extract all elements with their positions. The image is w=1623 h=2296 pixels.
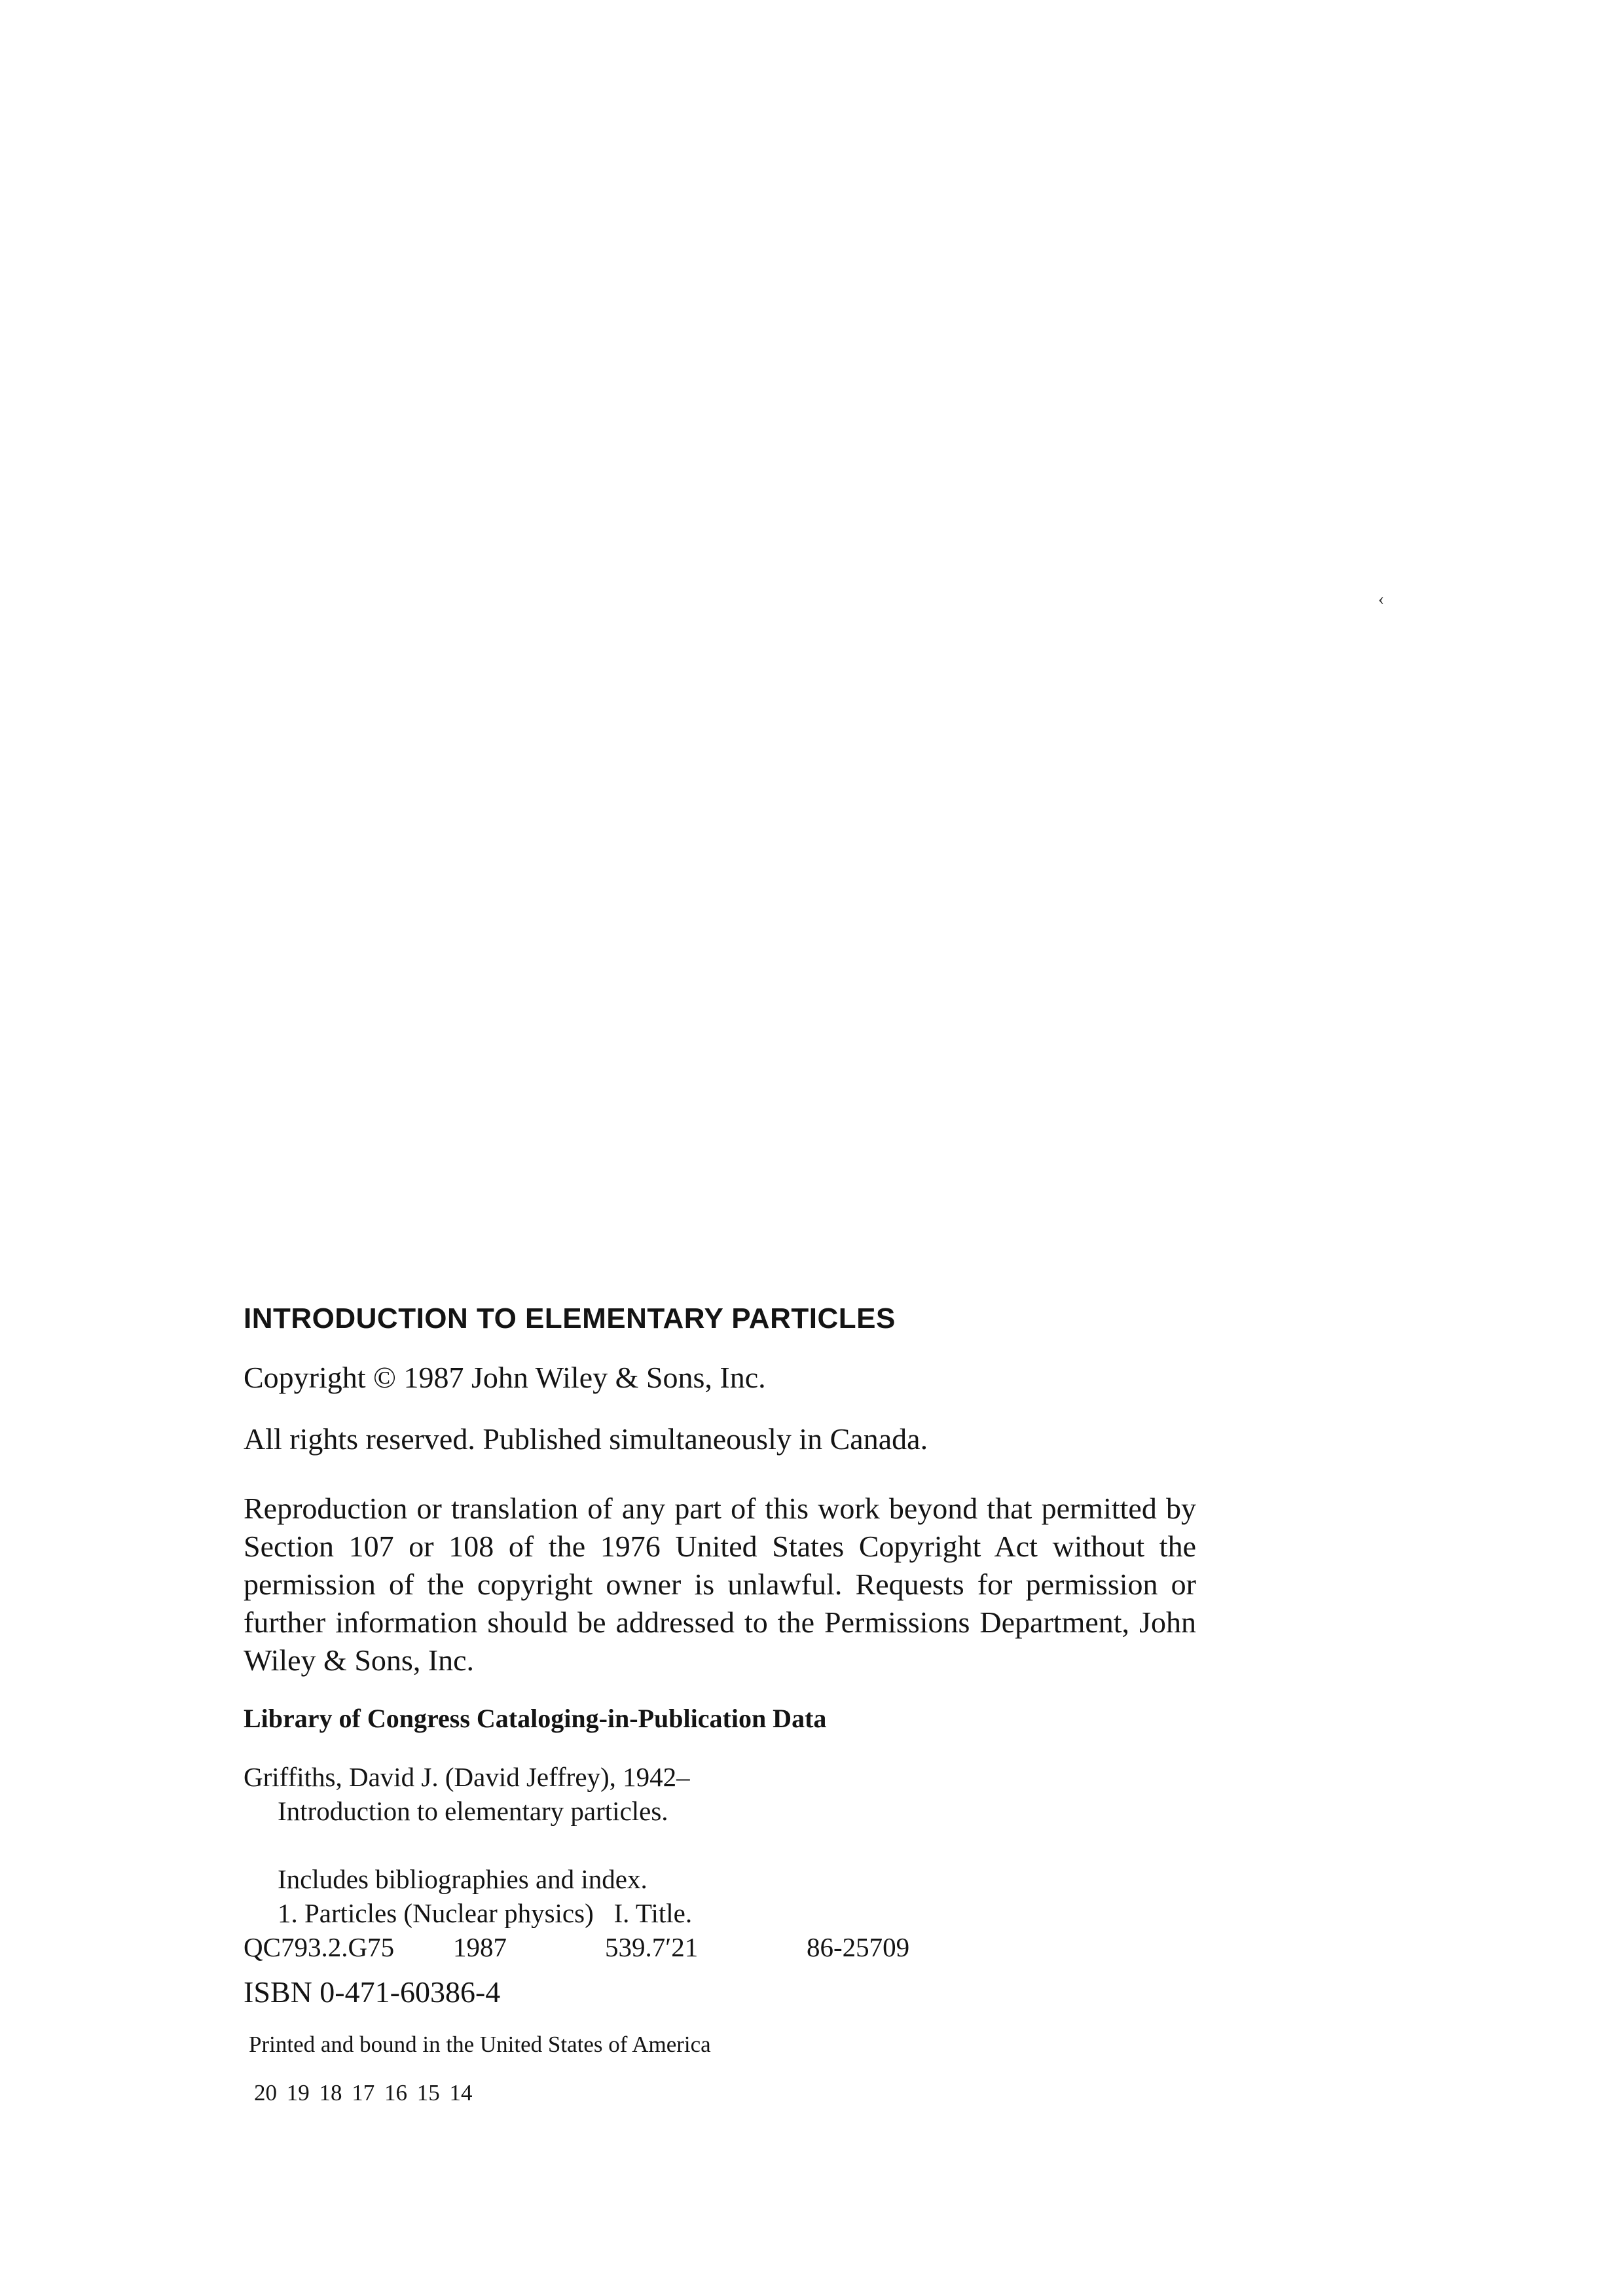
cip-year: 1987 bbox=[453, 1932, 507, 1962]
copyright-line: Copyright © 1987 John Wiley & Sons, Inc. bbox=[244, 1361, 766, 1394]
cip-lccn: 86-25709 bbox=[807, 1932, 910, 1962]
cip-includes: Includes bibliographies and index. bbox=[278, 1864, 647, 1894]
cip-heading: Library of Congress Cataloging-in-Publication Data bbox=[244, 1704, 827, 1733]
stray-mark: ‹ bbox=[1378, 589, 1385, 609]
cip-dewey: 539.7′21 bbox=[605, 1932, 699, 1962]
cip-record bbox=[244, 1760, 1199, 1964]
rights-line: All rights reserved. Published simultaneously in Canada. bbox=[244, 1422, 928, 1456]
cip-classification-row bbox=[244, 1930, 1199, 1964]
cip-call-number: QC793.2.G75 bbox=[244, 1932, 395, 1962]
cip-author: Griffiths, David J. (David Jeffrey), 1942– bbox=[244, 1762, 690, 1792]
cip-spacer bbox=[244, 1828, 1199, 1862]
print-line: 20 19 18 17 16 15 14 bbox=[254, 2080, 473, 2106]
cip-title: Introduction to elementary particles. bbox=[278, 1796, 668, 1826]
book-title: INTRODUCTION TO ELEMENTARY PARTICLES bbox=[244, 1302, 896, 1335]
copyright-block bbox=[244, 1302, 1199, 2106]
printed-in: Printed and bound in the United States of America bbox=[249, 2032, 711, 2057]
legal-notice: Reproduction or translation of any part of this work beyond that permitted by Section 107 or 108 of the 1976 United States Copyright Act without the permission of the copyright owner is unlawful. Requests for permission or further information should be addressed to the Permissions Department, John Wiley & Sons, Inc. bbox=[244, 1492, 1196, 1677]
cip-subjects: 1. Particles (Nuclear physics) I. Title. bbox=[278, 1898, 693, 1928]
isbn: ISBN 0-471-60386-4 bbox=[244, 1975, 501, 2009]
